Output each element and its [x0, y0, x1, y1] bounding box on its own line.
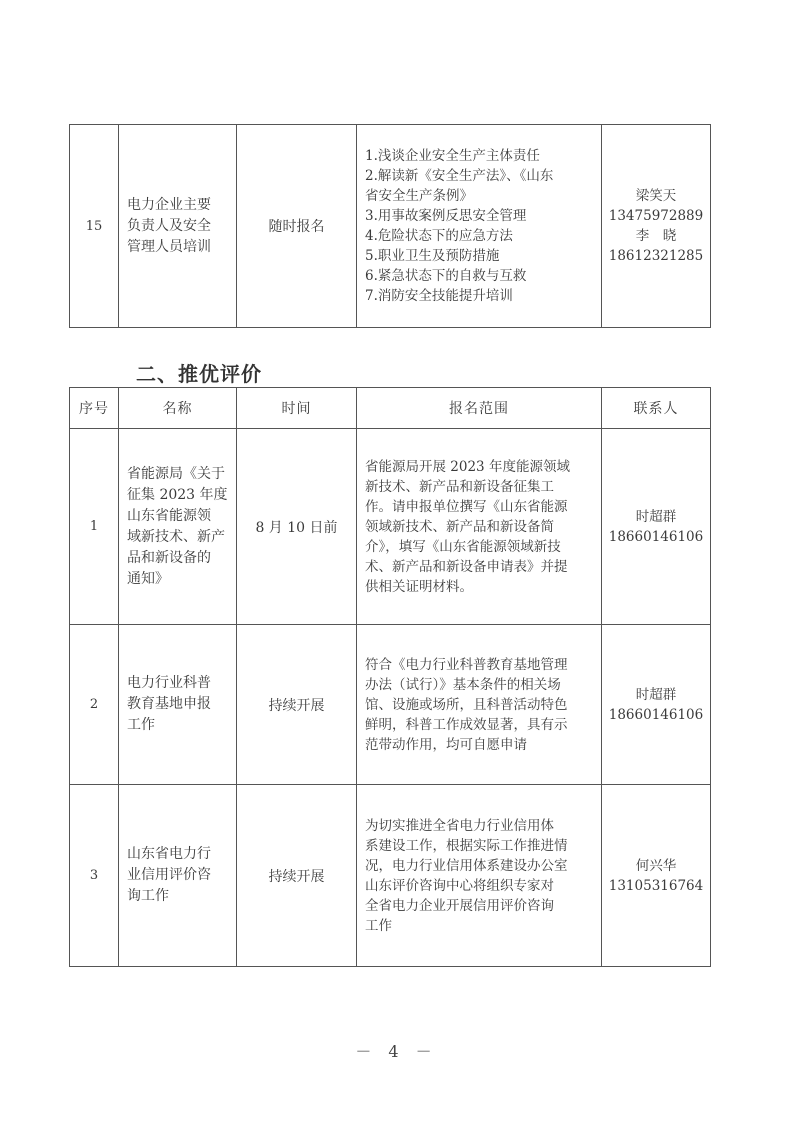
name-line: 询工作 [127, 888, 169, 904]
contact-line: 18660146106 [608, 706, 704, 723]
desc-line: 供相关证明材料。 [365, 578, 473, 595]
table-row [70, 785, 711, 967]
desc-line: 术、新产品和新设备申请表》并提 [365, 558, 568, 575]
contact-line: 李 晓 [635, 228, 677, 244]
name-line: 征集 2023 年度 [127, 486, 228, 503]
table-header-row [70, 388, 711, 429]
desc-line: 范带动作用，均可自愿申请 [365, 736, 527, 753]
name-line: 通知》 [127, 570, 169, 587]
name-line: 山东省能源领 [127, 507, 211, 524]
desc-line: 2.解读新《安全生产法》、《山东 [365, 168, 554, 184]
desc-line: 馆、设施或场所，且科普活动特色 [365, 696, 568, 713]
desc-line: 领域新技术、新产品和新设备简 [365, 518, 554, 535]
row-name [119, 125, 237, 328]
row-time: 8 月 10 日前 [237, 429, 357, 625]
contact-line: 梁笑天 [635, 188, 677, 204]
desc-line: 5.职业卫生及预防措施 [365, 248, 500, 264]
desc-line: 办法（试行）》基本条件的相关场 [365, 676, 561, 693]
row-number: 2 [70, 625, 119, 785]
training-table [69, 124, 711, 328]
table-row [70, 625, 711, 785]
contact-line: 时超群 [635, 508, 677, 525]
contact-line: 18612321285 [608, 248, 704, 264]
contact-line: 13105316764 [608, 877, 704, 894]
row-name [119, 429, 237, 625]
name-line: 电力行业科普 [127, 675, 211, 691]
header-contact: 联系人 [602, 388, 711, 429]
desc-line: 系建设工作，根据实际工作推进情 [365, 837, 568, 854]
desc-line: 鲜明，科普工作成效显著，具有示 [365, 716, 568, 733]
table-row [70, 429, 711, 625]
row-contact [602, 429, 711, 625]
contact-line: 时超群 [635, 686, 677, 703]
desc-line: 6.紧急状态下的自救与互救 [365, 268, 527, 284]
row-description [357, 625, 602, 785]
row-time: 随时报名 [237, 125, 357, 328]
row-description [357, 785, 602, 967]
name-line: 负责人及安全 [127, 217, 211, 234]
header-num: 序号 [70, 388, 119, 429]
header-scope: 报名范围 [357, 388, 602, 429]
desc-line: 符合《电力行业科普教育基地管理 [365, 656, 568, 673]
row-contact [602, 125, 711, 328]
row-contact [602, 785, 711, 967]
desc-line: 1.浅谈企业安全生产主体责任 [365, 148, 540, 164]
row-number: 1 [70, 429, 119, 625]
desc-line: 7.消防安全技能提升培训 [365, 288, 513, 304]
name-line: 教育基地申报 [127, 696, 211, 712]
row-description [357, 429, 602, 625]
name-line: 工作 [127, 717, 155, 733]
name-line: 省能源局《关于 [127, 465, 225, 482]
desc-line: 介》，填写《山东省能源领域新技 [365, 538, 561, 555]
row-number: 15 [70, 125, 119, 328]
desc-line: 省安全生产条例》 [365, 188, 473, 204]
name-line: 业信用评价咨 [127, 867, 211, 883]
name-line: 管理人员培训 [127, 238, 211, 255]
header-name: 名称 [119, 388, 237, 429]
header-time: 时间 [237, 388, 357, 429]
desc-line: 山东评价咨询中心将组织专家对 [365, 877, 554, 894]
contact-line: 何兴华 [635, 857, 677, 874]
row-name [119, 785, 237, 967]
row-time: 持续开展 [237, 625, 357, 785]
contact-line: 18660146106 [608, 528, 704, 545]
section-title: 二、推优评价 [136, 362, 262, 386]
name-line: 域新技术、新产 [127, 528, 225, 545]
evaluation-table [69, 387, 711, 967]
desc-line: 新技术、新产品和新设备征集工 [365, 478, 554, 495]
desc-line: 作。请申报单位撰写《山东省能源 [365, 498, 568, 515]
desc-line: 况，电力行业信用体系建设办公室 [365, 857, 568, 874]
row-number: 3 [70, 785, 119, 967]
name-line: 山东省电力行 [127, 846, 211, 862]
desc-line: 3.用事故案例反思安全管理 [365, 208, 527, 224]
table-row [70, 125, 711, 328]
name-line: 电力企业主要 [127, 196, 211, 213]
row-time: 持续开展 [237, 785, 357, 967]
contact-line: 13475972889 [608, 208, 704, 224]
desc-line: 为切实推进全省电力行业信用体 [365, 817, 554, 834]
row-description [357, 125, 602, 328]
page-number: － 4 － [355, 1042, 438, 1061]
name-line: 品和新设备的 [127, 549, 211, 566]
desc-line: 全省电力企业开展信用评价咨询 [365, 897, 554, 914]
row-name [119, 625, 237, 785]
desc-line: 省能源局开展 2023 年度能源领域 [365, 458, 570, 475]
row-contact [602, 625, 711, 785]
desc-line: 工作 [365, 917, 392, 934]
desc-line: 4.危险状态下的应急方法 [365, 228, 513, 244]
